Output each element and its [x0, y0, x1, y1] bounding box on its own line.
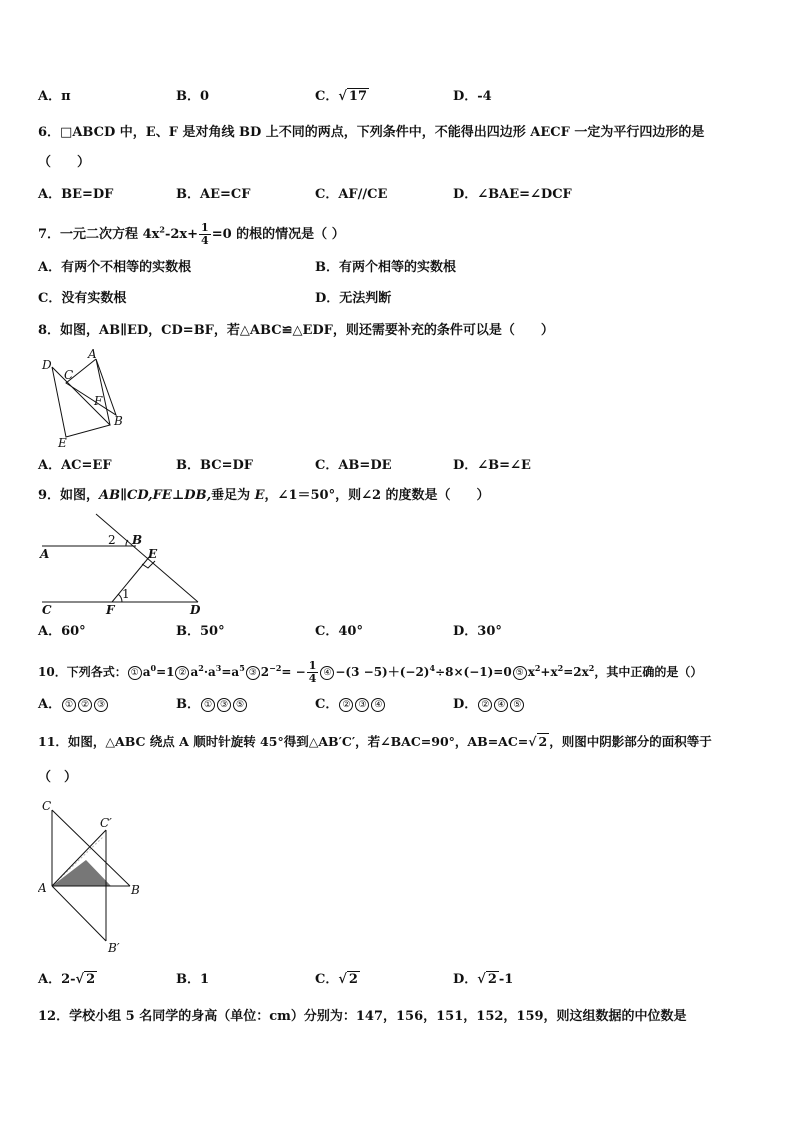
q11-option-d: D．√ 2 -1	[453, 972, 514, 987]
q11-label-bp: B′	[108, 941, 120, 955]
q8-label-f: F	[94, 394, 103, 408]
q11-option-c: C．√ 2	[315, 972, 358, 987]
q6-stem: 6．□ABCD 中，E、F 是对角线 BD 上不同的两点，下列条件中，不能得出四边形 AECF 一定为平行四边形的是	[38, 125, 705, 140]
q8-label-e: E	[58, 436, 67, 450]
q11-label-b: B	[131, 883, 140, 897]
q9-label-a: A	[40, 547, 50, 561]
q5-option-c: C．√ 17	[315, 89, 367, 104]
q10-option-d: D． ② ④ ⑤	[453, 696, 525, 714]
q9-label-b: B	[132, 533, 143, 547]
q11-stem: 11．如图，△ABC 绕点 A 顺时针旋转 45°得到△AB′C′，若∠BAC=90°，AB=AC=√ 2 ，则图中阴影部分的面积等于	[38, 734, 712, 749]
q9-label-1: 1	[122, 587, 130, 601]
q6-option-b: B．AE=CF	[176, 187, 251, 202]
q10-option-b: B． ① ③ ⑤	[176, 696, 248, 714]
q6-paren: （ ）	[38, 155, 91, 170]
q6-option-c: C．AF//CE	[315, 187, 388, 202]
q5-option-a: A．π	[38, 89, 71, 104]
q9-figure	[38, 512, 208, 617]
q7-option-b: B．有两个相等的实数根	[315, 260, 456, 275]
q10-option-c: C． ② ③ ④	[315, 696, 386, 714]
q11-side-abp	[52, 886, 106, 941]
q11-paren: （ ）	[38, 770, 78, 785]
q8-label-d: D	[42, 358, 52, 372]
q11-option-b: B．1	[176, 972, 210, 987]
q9-option-a: A．60°	[38, 624, 86, 639]
q8-label-a: A	[88, 347, 97, 361]
q10-option-a: A． ① ② ③	[38, 696, 109, 714]
q9-option-b: B．50°	[176, 624, 225, 639]
q8-label-b: B	[114, 414, 123, 428]
q6-option-a: A．BE=DF	[38, 187, 114, 202]
q8-option-a: A．AC=EF	[38, 458, 112, 473]
q10-stem: 10．下列各式： ① $a^0=1$ ② $a^2\cdot a^3=a^5$ ③ $2^{-2}=$ − $\frac{1}{4}$ ④ $-(3 -5)+(-2)^4\div 8\times(-1)=0$ ⑤ $x^2+x^2=2x^2$，其中正确的是（）	[38, 659, 703, 685]
q11-label-a: A	[38, 881, 47, 895]
q5-option-b: B．0	[176, 89, 210, 104]
q9-stem: 9．如图，AB∥CD,FE⊥DB,垂足为 E，∠1＝50°，则∠2 的度数是（ ）	[38, 488, 490, 503]
q12-stem: 12．学校小组 5 名同学的身高（单位：cm）分别为：147，156，151，152，159，则这组数据的中位数是	[38, 1009, 687, 1024]
q9-label-d: D	[190, 603, 201, 617]
q11-option-a: A．2-√ 2	[38, 972, 96, 987]
q7-option-a: A．有两个不相等的实数根	[38, 260, 192, 275]
q11-label-cp: C′	[100, 816, 112, 830]
q7-fraction: $\frac{1}{4}$	[201, 221, 209, 247]
q9-label-f: F	[106, 603, 115, 617]
q8-stem: 8．如图，AB∥ED，CD=BF，若△ABC≌△EDF，则还需要补充的条件可以是（ ）	[38, 323, 554, 338]
q7-option-d: D．无法判断	[315, 291, 392, 306]
q8-option-d: D．∠B=∠E	[453, 458, 531, 473]
q9-option-d: D．30°	[453, 624, 502, 639]
q9-line-bd	[96, 514, 198, 602]
q9-label-2: 2	[108, 533, 116, 547]
q6-option-d: D．∠BAE=∠DCF	[453, 187, 572, 202]
q11-figure	[38, 798, 148, 956]
q9-angle2-arc	[126, 540, 128, 546]
q8-option-c: C．AB=DE	[315, 458, 392, 473]
q8-label-c: C	[64, 368, 74, 382]
q5-option-d: D．-4	[453, 89, 492, 104]
q9-option-c: C．40°	[315, 624, 363, 639]
q11-label-c: C	[42, 799, 52, 813]
q7-stem: 7．一元二次方程 $4x^2-2x+$ $\frac{1}{4}$ =0 的根的情况是（ ）	[38, 221, 345, 247]
q8-option-b: B．BC=DF	[176, 458, 253, 473]
q9-label-c: C	[42, 603, 52, 617]
q9-line-fe	[112, 556, 150, 602]
q7-option-c: C．没有实数根	[38, 291, 127, 306]
q9-label-e: E	[148, 547, 158, 561]
sqrt-symbol: √ 17	[338, 89, 367, 104]
q9-right-angle-mark	[142, 561, 155, 568]
q8-figure	[38, 345, 138, 450]
q11-shaded-region	[52, 860, 111, 886]
